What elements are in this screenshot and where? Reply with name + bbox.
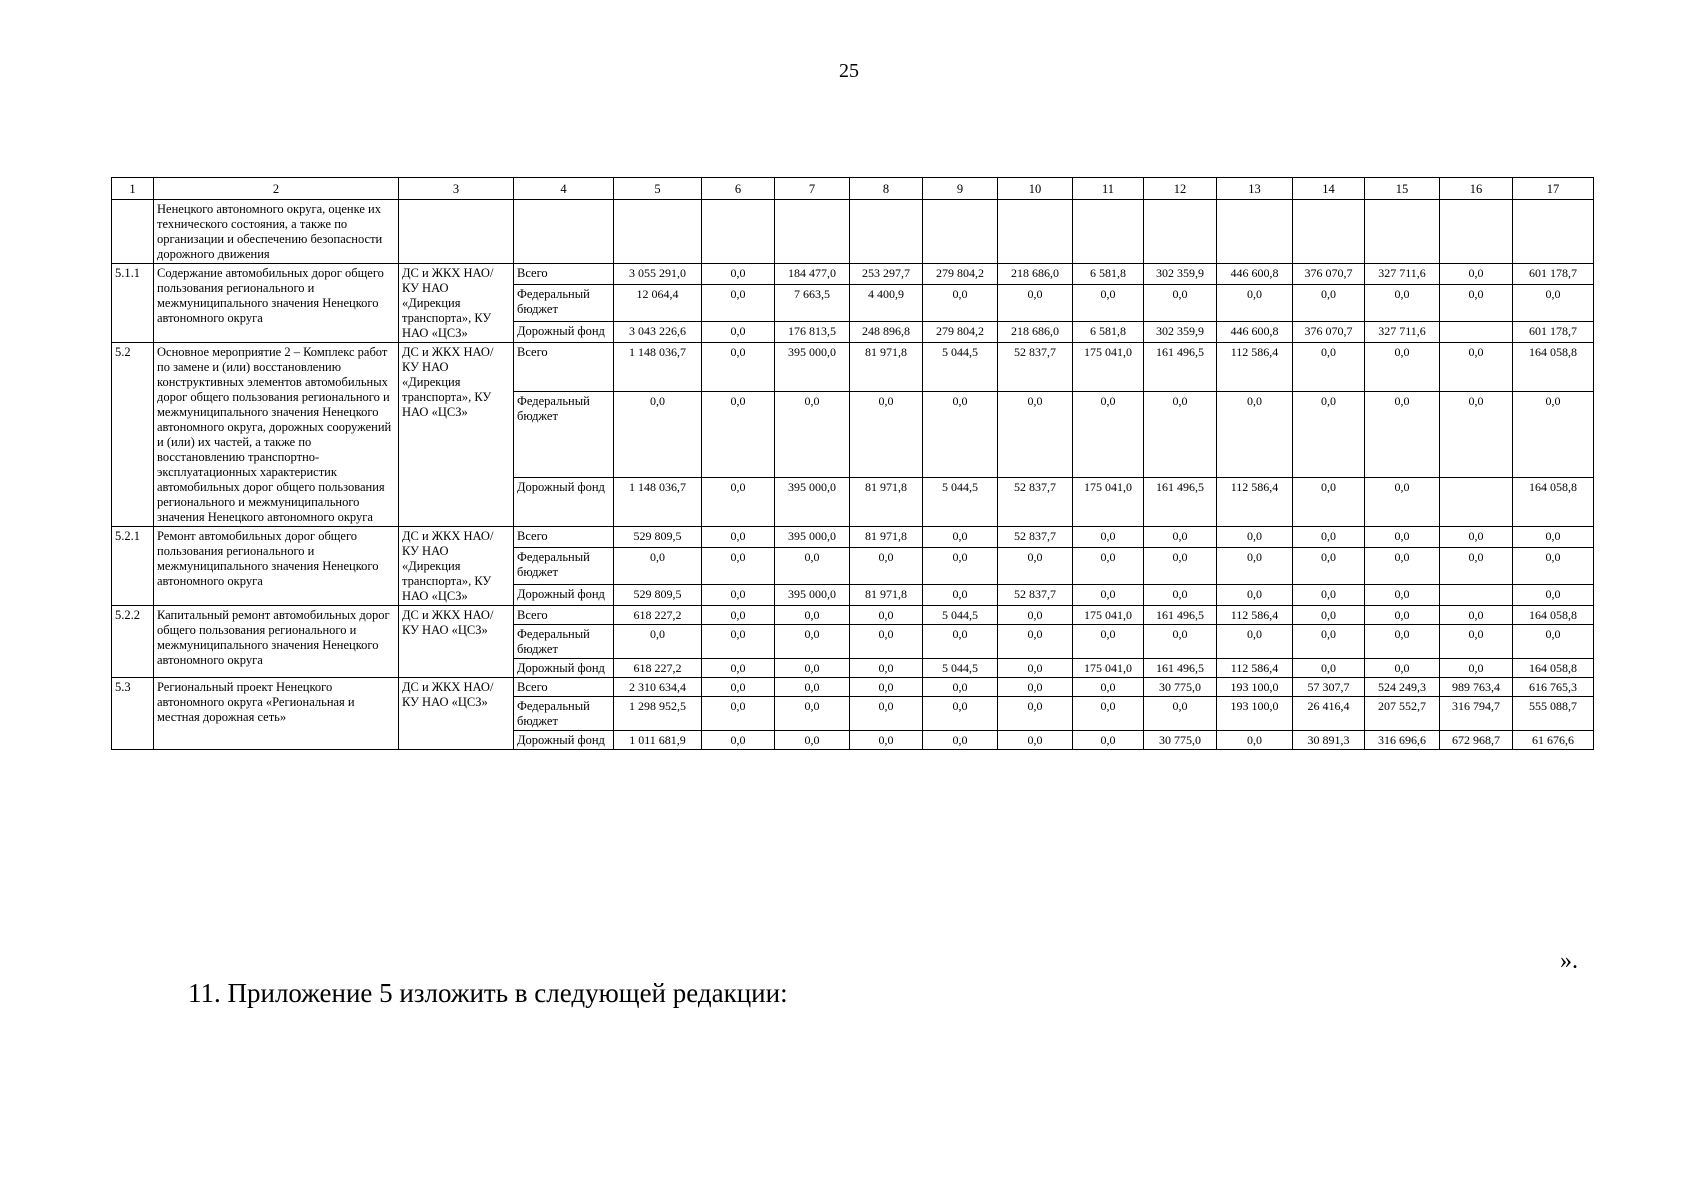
value-cell: 0,0 <box>1440 659 1513 678</box>
value-cell: 175 041,0 <box>1073 606 1144 625</box>
value-cell: 1 148 036,7 <box>614 478 702 527</box>
value-cell: 0,0 <box>1365 478 1440 527</box>
value-cell: 0,0 <box>1365 391 1440 478</box>
value-cell: 0,0 <box>923 585 998 606</box>
value-cell: 0,0 <box>775 731 850 750</box>
value-cell: 81 971,8 <box>850 478 923 527</box>
row-executor: ДС и ЖКХ НАО/ КУ НАО «Дирекция транспорта», КУ НАО «ЦСЗ» <box>399 264 514 343</box>
closing-quote: ». <box>1560 948 1578 974</box>
value-cell: 0,0 <box>775 678 850 697</box>
value-cell: 0,0 <box>850 606 923 625</box>
value-cell: 327 711,6 <box>1365 264 1440 285</box>
value-cell: 5 044,5 <box>923 478 998 527</box>
value-cell: 161 496,5 <box>1144 606 1217 625</box>
funding-source: Дорожный фонд <box>514 731 614 750</box>
value-cell: 4 400,9 <box>850 284 923 321</box>
funding-source: Федеральный бюджет <box>514 547 614 584</box>
value-cell: 112 586,4 <box>1217 343 1293 392</box>
value-cell: 0,0 <box>923 284 998 321</box>
value-cell: 0,0 <box>1217 625 1293 659</box>
value-cell: 5 044,5 <box>923 659 998 678</box>
value-cell: 164 058,8 <box>1513 659 1594 678</box>
value-cell: 446 600,8 <box>1217 322 1293 343</box>
value-cell: 0,0 <box>998 391 1073 478</box>
value-cell: 207 552,7 <box>1365 697 1440 731</box>
value-cell: 0,0 <box>998 731 1073 750</box>
value-cell: 52 837,7 <box>998 585 1073 606</box>
value-cell: 0,0 <box>923 678 998 697</box>
value-cell: 0,0 <box>614 391 702 478</box>
value-cell: 193 100,0 <box>1217 697 1293 731</box>
value-cell: 0,0 <box>998 678 1073 697</box>
continuation-row <box>112 200 1594 264</box>
value-cell: 112 586,4 <box>1217 659 1293 678</box>
value-cell: 0,0 <box>923 391 998 478</box>
value-cell: 161 496,5 <box>1144 343 1217 392</box>
value-cell: 0,0 <box>1513 625 1594 659</box>
value-cell: 0,0 <box>1144 697 1217 731</box>
empty-cell <box>1365 200 1440 264</box>
value-cell: 989 763,4 <box>1440 678 1513 697</box>
value-cell: 175 041,0 <box>1073 659 1144 678</box>
value-cell: 0,0 <box>1144 625 1217 659</box>
row-code: 5.2 <box>112 343 154 527</box>
value-cell: 0,0 <box>1513 527 1594 548</box>
value-cell: 30 775,0 <box>1144 678 1217 697</box>
value-cell: 0,0 <box>1073 585 1144 606</box>
value-cell: 0,0 <box>1073 697 1144 731</box>
value-cell <box>1440 322 1513 343</box>
value-cell: 0,0 <box>1440 547 1513 584</box>
row-executor: ДС и ЖКХ НАО/ КУ НАО «Дирекция транспорта», КУ НАО «ЦСЗ» <box>399 527 514 606</box>
value-cell: 0,0 <box>1073 284 1144 321</box>
value-cell: 0,0 <box>702 527 775 548</box>
value-cell: 248 896,8 <box>850 322 923 343</box>
empty-cell <box>1073 200 1144 264</box>
value-cell: 0,0 <box>1440 625 1513 659</box>
value-cell: 0,0 <box>1073 391 1144 478</box>
row-executor: ДС и ЖКХ НАО/ КУ НАО «ЦСЗ» <box>399 606 514 678</box>
empty-cell <box>1440 200 1513 264</box>
value-cell: 0,0 <box>1293 659 1365 678</box>
value-cell: 0,0 <box>1365 343 1440 392</box>
funding-source: Федеральный бюджет <box>514 391 614 478</box>
value-cell: 1 011 681,9 <box>614 731 702 750</box>
value-cell: 672 968,7 <box>1440 731 1513 750</box>
row-name: Региональный проект Ненецкого автономного округа «Региональная и местная дорожная сеть» <box>154 678 399 750</box>
value-cell: 601 178,7 <box>1513 322 1594 343</box>
value-cell: 112 586,4 <box>1217 606 1293 625</box>
value-cell: 0,0 <box>1144 547 1217 584</box>
value-cell: 0,0 <box>998 284 1073 321</box>
row-name: Капитальный ремонт автомобильных дорог общего пользования регионального и межмуниципального значения Ненецкого автономного округа <box>154 606 399 678</box>
column-header: 13 <box>1217 178 1293 200</box>
value-cell: 26 416,4 <box>1293 697 1365 731</box>
value-cell: 0,0 <box>1073 527 1144 548</box>
value-cell: 0,0 <box>614 625 702 659</box>
column-header: 10 <box>998 178 1073 200</box>
value-cell: 0,0 <box>1293 606 1365 625</box>
value-cell: 52 837,7 <box>998 527 1073 548</box>
value-cell: 0,0 <box>1440 391 1513 478</box>
value-cell: 0,0 <box>1293 625 1365 659</box>
value-cell: 0,0 <box>1217 527 1293 548</box>
funding-source: Дорожный фонд <box>514 585 614 606</box>
value-cell: 529 809,5 <box>614 527 702 548</box>
value-cell: 0,0 <box>1217 547 1293 584</box>
column-header: 1 <box>112 178 154 200</box>
value-cell: 395 000,0 <box>775 343 850 392</box>
table-row <box>112 527 1594 548</box>
value-cell: 0,0 <box>702 606 775 625</box>
value-cell: 193 100,0 <box>1217 678 1293 697</box>
value-cell: 0,0 <box>998 625 1073 659</box>
value-cell: 0,0 <box>923 527 998 548</box>
value-cell: 0,0 <box>850 697 923 731</box>
value-cell: 3 055 291,0 <box>614 264 702 285</box>
value-cell: 0,0 <box>1144 391 1217 478</box>
column-header: 6 <box>702 178 775 200</box>
column-header: 3 <box>399 178 514 200</box>
value-cell: 0,0 <box>998 697 1073 731</box>
value-cell: 0,0 <box>1144 585 1217 606</box>
funding-source: Федеральный бюджет <box>514 697 614 731</box>
column-header: 2 <box>154 178 399 200</box>
value-cell: 0,0 <box>1217 284 1293 321</box>
value-cell: 81 971,8 <box>850 343 923 392</box>
empty-cell <box>702 200 775 264</box>
value-cell: 618 227,2 <box>614 659 702 678</box>
value-cell: 161 496,5 <box>1144 478 1217 527</box>
value-cell: 0,0 <box>998 659 1073 678</box>
value-cell: 184 477,0 <box>775 264 850 285</box>
value-cell: 0,0 <box>702 678 775 697</box>
table-row <box>112 678 1594 697</box>
funding-source: Федеральный бюджет <box>514 625 614 659</box>
value-cell: 0,0 <box>1513 284 1594 321</box>
value-cell: 112 586,4 <box>1217 478 1293 527</box>
value-cell: 0,0 <box>1217 731 1293 750</box>
value-cell: 7 663,5 <box>775 284 850 321</box>
empty-cell <box>514 200 614 264</box>
value-cell: 0,0 <box>1440 527 1513 548</box>
value-cell: 0,0 <box>1440 606 1513 625</box>
funding-source: Всего <box>514 606 614 625</box>
value-cell: 0,0 <box>1365 625 1440 659</box>
value-cell: 0,0 <box>702 731 775 750</box>
value-cell: 0,0 <box>1293 391 1365 478</box>
table-row <box>112 264 1594 285</box>
column-header: 12 <box>1144 178 1217 200</box>
value-cell: 529 809,5 <box>614 585 702 606</box>
value-cell: 376 070,7 <box>1293 264 1365 285</box>
value-cell: 176 813,5 <box>775 322 850 343</box>
value-cell: 218 686,0 <box>998 322 1073 343</box>
value-cell: 0,0 <box>1513 585 1594 606</box>
empty-cell <box>614 200 702 264</box>
funding-source: Всего <box>514 264 614 285</box>
value-cell: 0,0 <box>923 625 998 659</box>
value-cell: 0,0 <box>850 659 923 678</box>
value-cell: 0,0 <box>850 731 923 750</box>
value-cell: 175 041,0 <box>1073 478 1144 527</box>
continuation-text: Ненецкого автономного округа, оценке их технического состояния, а также по организации и обеспечению безопасности дорожного движения <box>154 200 399 264</box>
value-cell: 0,0 <box>1513 547 1594 584</box>
value-cell: 0,0 <box>1440 284 1513 321</box>
value-cell: 0,0 <box>775 606 850 625</box>
value-cell: 6 581,8 <box>1073 264 1144 285</box>
row-code: 5.2.1 <box>112 527 154 606</box>
empty-cell <box>1144 200 1217 264</box>
value-cell: 446 600,8 <box>1217 264 1293 285</box>
empty-cell <box>850 200 923 264</box>
value-cell: 618 227,2 <box>614 606 702 625</box>
value-cell: 52 837,7 <box>998 478 1073 527</box>
value-cell: 0,0 <box>998 606 1073 625</box>
empty-cell <box>998 200 1073 264</box>
funding-source: Всего <box>514 678 614 697</box>
empty-cell <box>1217 200 1293 264</box>
value-cell: 0,0 <box>1293 478 1365 527</box>
value-cell: 0,0 <box>775 547 850 584</box>
value-cell: 601 178,7 <box>1513 264 1594 285</box>
row-name: Ремонт автомобильных дорог общего пользования регионального и межмуниципального значения Ненецкого автономного округа <box>154 527 399 606</box>
value-cell: 0,0 <box>850 547 923 584</box>
value-cell: 0,0 <box>1365 606 1440 625</box>
value-cell: 316 794,7 <box>1440 697 1513 731</box>
value-cell: 161 496,5 <box>1144 659 1217 678</box>
value-cell: 61 676,6 <box>1513 731 1594 750</box>
value-cell: 1 148 036,7 <box>614 343 702 392</box>
value-cell: 0,0 <box>775 625 850 659</box>
value-cell: 524 249,3 <box>1365 678 1440 697</box>
value-cell: 0,0 <box>1073 625 1144 659</box>
column-header: 8 <box>850 178 923 200</box>
value-cell: 0,0 <box>1365 527 1440 548</box>
value-cell: 164 058,8 <box>1513 343 1594 392</box>
value-cell: 0,0 <box>702 322 775 343</box>
value-cell: 0,0 <box>850 678 923 697</box>
value-cell: 0,0 <box>775 391 850 478</box>
funding-source: Всего <box>514 527 614 548</box>
empty-cell <box>399 200 514 264</box>
column-header: 17 <box>1513 178 1594 200</box>
value-cell: 164 058,8 <box>1513 478 1594 527</box>
value-cell: 3 043 226,6 <box>614 322 702 343</box>
value-cell: 0,0 <box>702 478 775 527</box>
value-cell: 0,0 <box>702 659 775 678</box>
row-name: Содержание автомобильных дорог общего пользования регионального и межмуниципального значения Ненецкого автономного округа <box>154 264 399 343</box>
empty-cell <box>1293 200 1365 264</box>
value-cell: 0,0 <box>702 547 775 584</box>
value-cell: 0,0 <box>775 697 850 731</box>
value-cell: 30 775,0 <box>1144 731 1217 750</box>
value-cell: 0,0 <box>702 585 775 606</box>
value-cell: 175 041,0 <box>1073 343 1144 392</box>
value-cell: 0,0 <box>1293 284 1365 321</box>
value-cell: 302 359,9 <box>1144 322 1217 343</box>
empty-cell <box>112 200 154 264</box>
value-cell: 395 000,0 <box>775 527 850 548</box>
value-cell: 0,0 <box>1365 547 1440 584</box>
funding-source: Дорожный фонд <box>514 322 614 343</box>
value-cell: 0,0 <box>702 625 775 659</box>
funding-source: Федеральный бюджет <box>514 284 614 321</box>
value-cell: 0,0 <box>850 625 923 659</box>
value-cell: 279 804,2 <box>923 322 998 343</box>
value-cell: 0,0 <box>1440 264 1513 285</box>
value-cell: 12 064,4 <box>614 284 702 321</box>
column-header: 15 <box>1365 178 1440 200</box>
value-cell: 0,0 <box>1073 547 1144 584</box>
value-cell <box>1440 585 1513 606</box>
value-cell: 81 971,8 <box>850 585 923 606</box>
column-header: 9 <box>923 178 998 200</box>
column-header: 4 <box>514 178 614 200</box>
column-header: 5 <box>614 178 702 200</box>
value-cell: 0,0 <box>1217 391 1293 478</box>
value-cell: 0,0 <box>702 284 775 321</box>
value-cell: 0,0 <box>850 391 923 478</box>
value-cell: 0,0 <box>1073 731 1144 750</box>
value-cell: 0,0 <box>1144 284 1217 321</box>
value-cell: 6 581,8 <box>1073 322 1144 343</box>
value-cell: 316 696,6 <box>1365 731 1440 750</box>
value-cell: 279 804,2 <box>923 264 998 285</box>
value-cell: 2 310 634,4 <box>614 678 702 697</box>
value-cell: 0,0 <box>1365 659 1440 678</box>
value-cell: 0,0 <box>775 659 850 678</box>
value-cell <box>1440 478 1513 527</box>
value-cell: 327 711,6 <box>1365 322 1440 343</box>
value-cell: 302 359,9 <box>1144 264 1217 285</box>
value-cell: 0,0 <box>1365 284 1440 321</box>
value-cell: 0,0 <box>1365 585 1440 606</box>
value-cell: 0,0 <box>702 697 775 731</box>
funding-source: Дорожный фонд <box>514 659 614 678</box>
value-cell: 52 837,7 <box>998 343 1073 392</box>
value-cell: 555 088,7 <box>1513 697 1594 731</box>
value-cell: 253 297,7 <box>850 264 923 285</box>
page-number: 25 <box>839 60 859 82</box>
value-cell: 0,0 <box>1513 391 1594 478</box>
value-cell: 0,0 <box>1293 547 1365 584</box>
empty-cell <box>923 200 998 264</box>
value-cell: 0,0 <box>702 343 775 392</box>
value-cell: 395 000,0 <box>775 478 850 527</box>
value-cell: 0,0 <box>1293 585 1365 606</box>
row-name: Основное мероприятие 2 – Комплекс работ по замене и (или) восстановлению конструктивных элементов автомобильных дорог общего пользования регионального и межмуниципального значения Ненецкого автономного округа, дорожных сооружений и (или) их частей, а также по восстановлению транспортно-эксплуатационных характеристик автомобильных дорог общего пользования регионального и межмуниципального значения Ненецкого автономного округа <box>154 343 399 527</box>
header-row <box>112 178 1594 200</box>
column-header: 11 <box>1073 178 1144 200</box>
empty-cell <box>775 200 850 264</box>
value-cell: 0,0 <box>1073 678 1144 697</box>
row-code: 5.2.2 <box>112 606 154 678</box>
value-cell: 30 891,3 <box>1293 731 1365 750</box>
value-cell: 5 044,5 <box>923 606 998 625</box>
table-row <box>112 343 1594 392</box>
column-header: 16 <box>1440 178 1513 200</box>
funding-source: Дорожный фонд <box>514 478 614 527</box>
row-executor: ДС и ЖКХ НАО/ КУ НАО «Дирекция транспорта», КУ НАО «ЦСЗ» <box>399 343 514 527</box>
value-cell: 57 307,7 <box>1293 678 1365 697</box>
value-cell: 0,0 <box>998 547 1073 584</box>
value-cell: 0,0 <box>923 547 998 584</box>
value-cell: 1 298 952,5 <box>614 697 702 731</box>
empty-cell <box>1513 200 1594 264</box>
value-cell: 0,0 <box>614 547 702 584</box>
value-cell: 0,0 <box>1293 527 1365 548</box>
value-cell: 218 686,0 <box>998 264 1073 285</box>
column-header: 7 <box>775 178 850 200</box>
instruction-text: 11. Приложение 5 изложить в следующей редакции: <box>188 978 788 1008</box>
value-cell: 376 070,7 <box>1293 322 1365 343</box>
value-cell: 164 058,8 <box>1513 606 1594 625</box>
value-cell: 5 044,5 <box>923 343 998 392</box>
value-cell: 0,0 <box>702 391 775 478</box>
value-cell: 81 971,8 <box>850 527 923 548</box>
value-cell: 0,0 <box>923 697 998 731</box>
value-cell: 0,0 <box>1144 527 1217 548</box>
budget-table <box>111 177 1594 750</box>
value-cell: 0,0 <box>1217 585 1293 606</box>
row-code: 5.1.1 <box>112 264 154 343</box>
value-cell: 616 765,3 <box>1513 678 1594 697</box>
value-cell: 0,0 <box>1440 343 1513 392</box>
column-header: 14 <box>1293 178 1365 200</box>
funding-source: Всего <box>514 343 614 392</box>
value-cell: 0,0 <box>923 731 998 750</box>
table-row <box>112 606 1594 625</box>
row-executor: ДС и ЖКХ НАО/ КУ НАО «ЦСЗ» <box>399 678 514 750</box>
value-cell: 395 000,0 <box>775 585 850 606</box>
row-code: 5.3 <box>112 678 154 750</box>
value-cell: 0,0 <box>1293 343 1365 392</box>
value-cell: 0,0 <box>702 264 775 285</box>
